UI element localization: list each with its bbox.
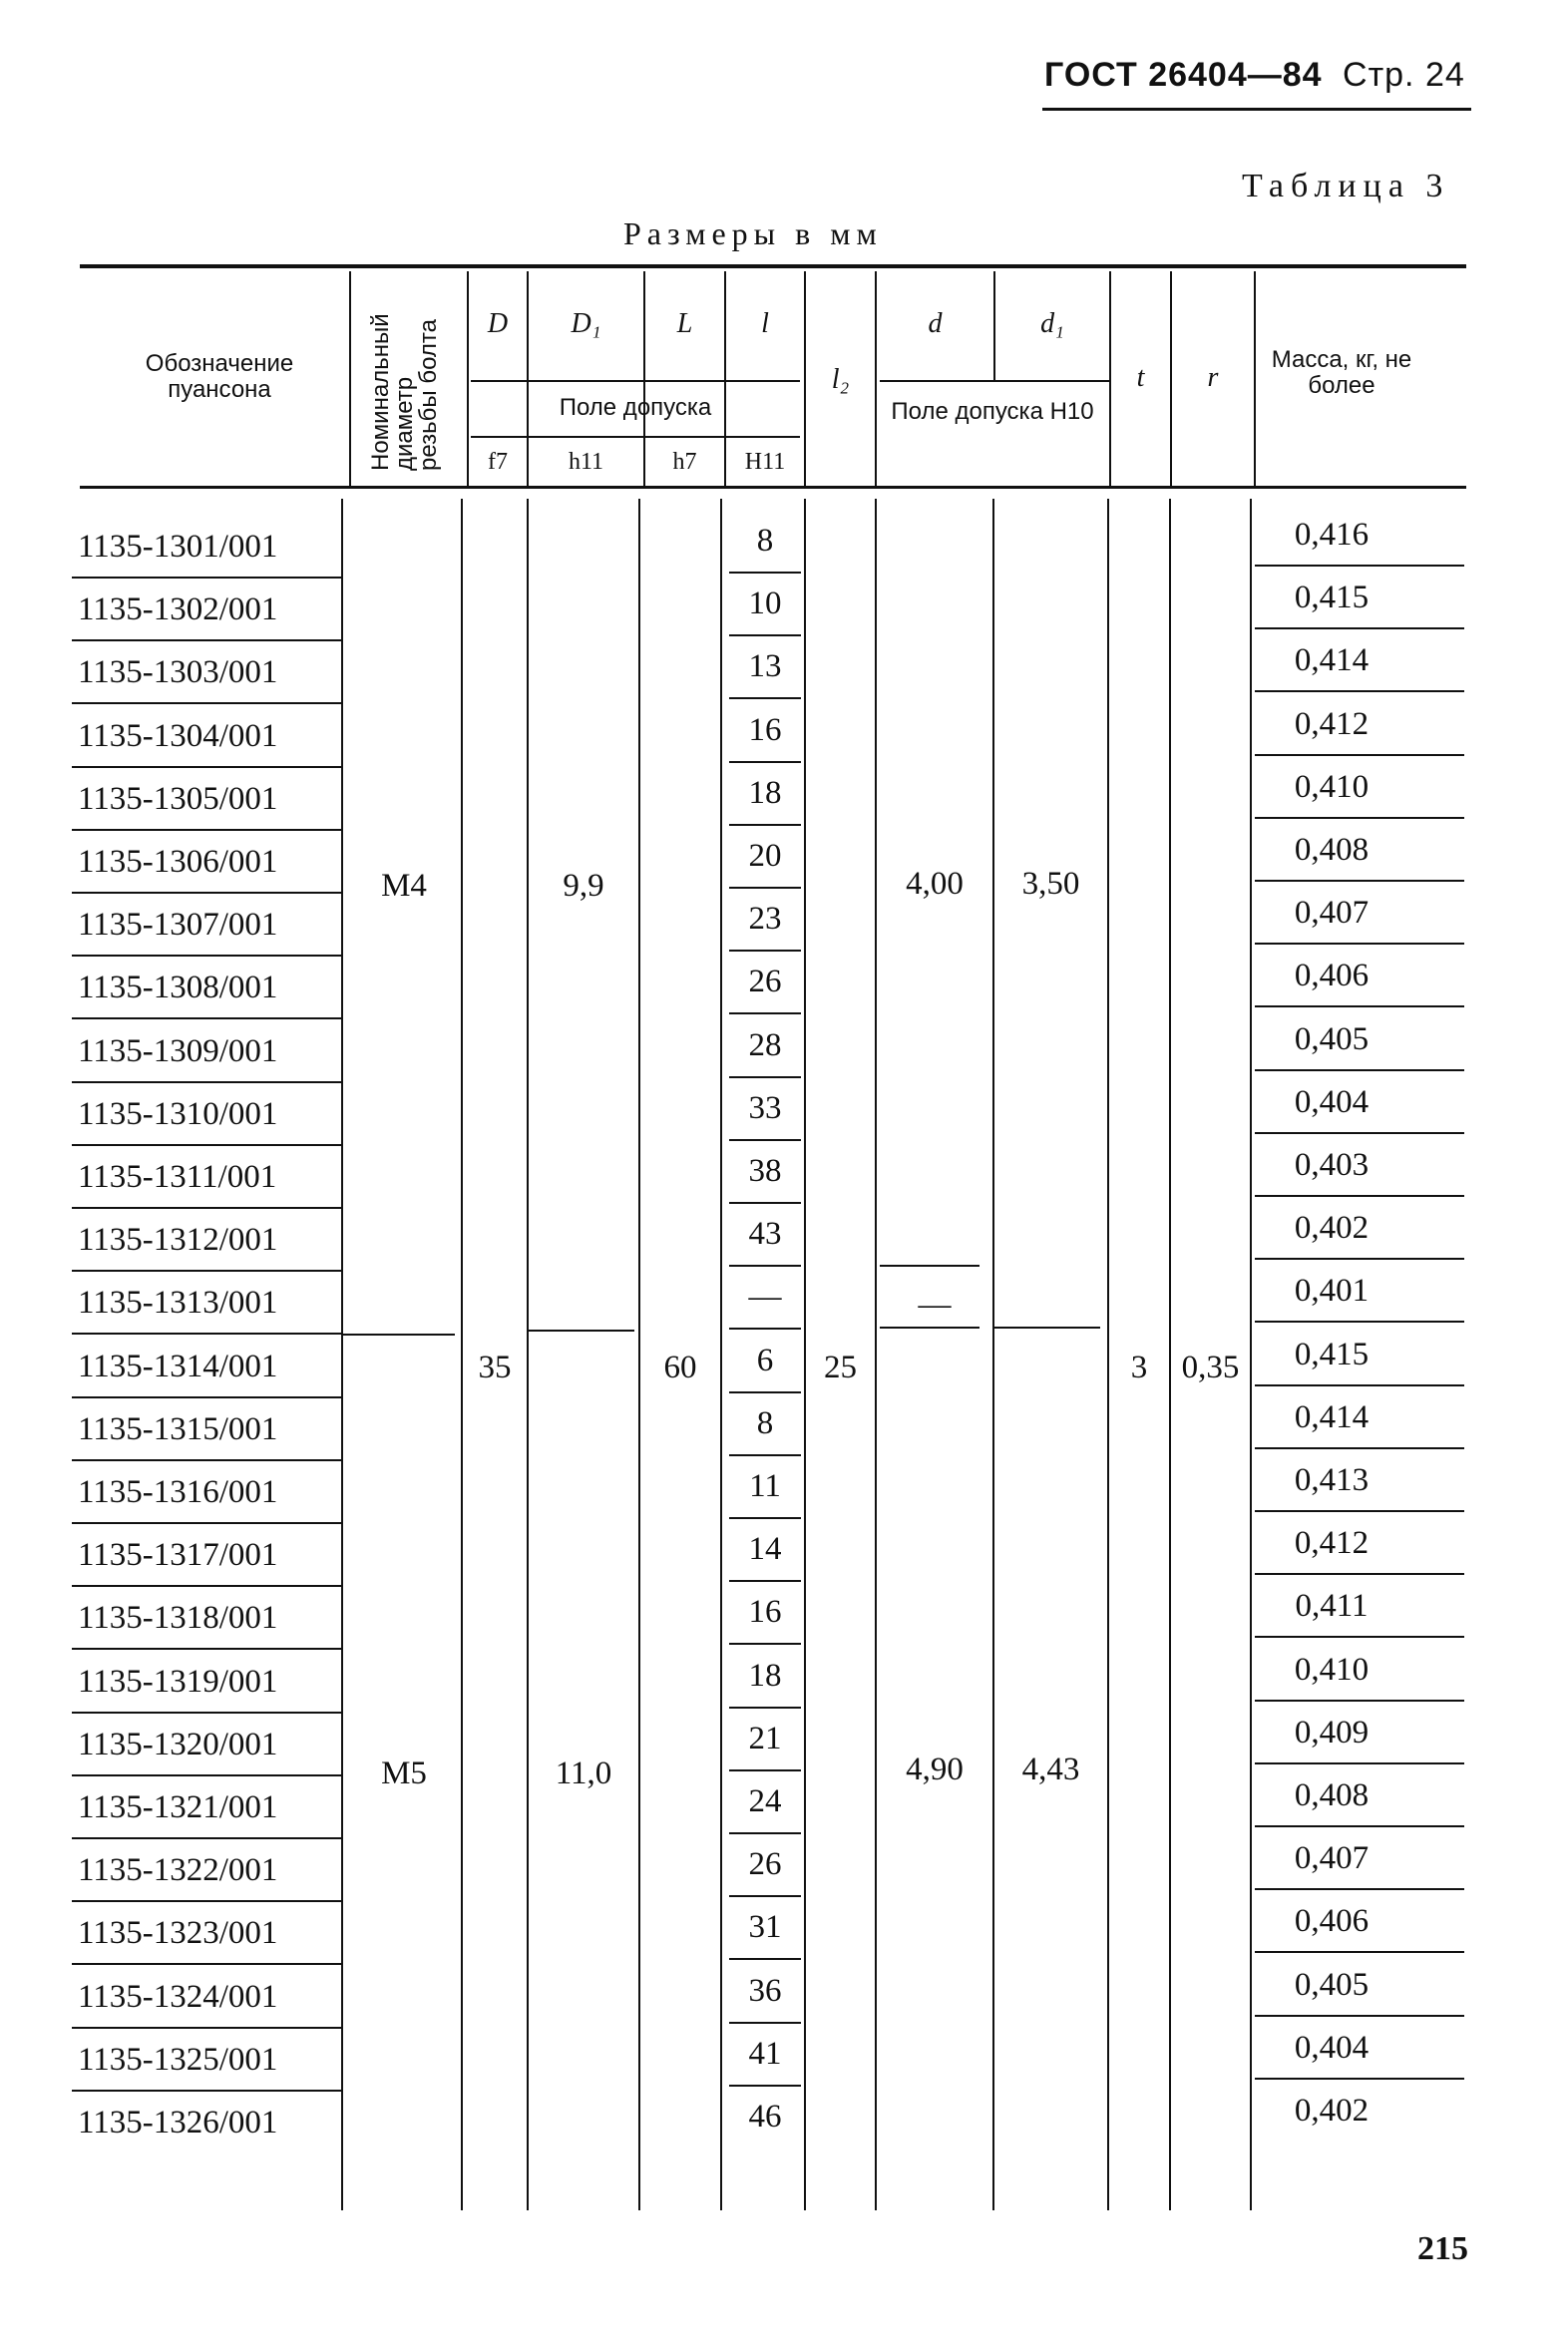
value-l: 43: [748, 1216, 782, 1253]
l-cell-rule: [729, 1707, 801, 1709]
units-caption: Размеры в мм: [623, 215, 883, 251]
mass-cell-rule: [1255, 1762, 1464, 1764]
value-mass: 0,415: [1294, 1336, 1370, 1372]
l-cell-rule: [729, 2085, 801, 2087]
row-rule: [72, 1017, 341, 1019]
row-rule: [72, 1081, 341, 1083]
value-l2: 25: [824, 1350, 857, 1385]
punch-designation: 1135-1320/001: [78, 1726, 278, 1762]
gost-number: ГОСТ 26404—84: [1044, 56, 1323, 94]
l-cell-rule: [729, 950, 801, 952]
header-D: D: [487, 308, 509, 339]
mass-cell-rule: [1255, 1447, 1464, 1449]
mass-cell-rule: [1255, 754, 1464, 756]
body-col-sep-11: [1250, 499, 1252, 2210]
group-sep-thread: [343, 1334, 455, 1336]
punch-designation: 1135-1321/001: [78, 1789, 278, 1825]
group-sep-d-lower: [880, 1327, 980, 1329]
value-mass: 0,405: [1294, 1966, 1370, 2003]
header-l2: l₂: [831, 364, 850, 395]
thread-m4: M4: [381, 868, 427, 904]
value-mass: 0,405: [1294, 1020, 1370, 1057]
punch-designation: 1135-1304/001: [78, 717, 278, 754]
value-mass: 0,414: [1294, 642, 1370, 679]
value-mass: 0,410: [1294, 1651, 1370, 1688]
page-number: 215: [1417, 2230, 1468, 2267]
mass-cell-rule: [1255, 1825, 1464, 1827]
value-mass: 0,404: [1294, 2029, 1370, 2066]
value-mass: 0,410: [1294, 768, 1370, 805]
punch-designation: 1135-1323/001: [78, 1915, 278, 1952]
value-D1-m4: 9,9: [563, 868, 604, 904]
punch-designation: 1135-1301/001: [78, 529, 278, 565]
row-rule: [72, 1774, 341, 1776]
mass-cell-rule: [1255, 627, 1464, 629]
mass-cell-rule: [1255, 1384, 1464, 1386]
l-cell-rule: [729, 1643, 801, 1645]
value-t: 3: [1130, 1350, 1148, 1385]
punch-designation: 1135-1315/001: [78, 1410, 278, 1447]
punch-designation: 1135-1314/001: [78, 1348, 278, 1384]
l-cell-rule: [729, 1265, 801, 1267]
value-l: 41: [748, 2035, 782, 2072]
value-l: 31: [748, 1909, 782, 1946]
col-sep-1: [349, 271, 351, 487]
value-l: 20: [748, 838, 782, 874]
value-mass: 0,409: [1294, 1714, 1370, 1751]
row-rule: [72, 2027, 341, 2029]
body-col-sep-8: [992, 499, 994, 2210]
value-l: 8: [756, 523, 774, 559]
page-reference: Стр. 24: [1343, 56, 1465, 94]
value-mass: 0,406: [1294, 1903, 1370, 1940]
mass-cell-rule: [1255, 1888, 1464, 1890]
value-mass: 0,416: [1294, 517, 1370, 553]
value-l: 6: [756, 1342, 774, 1378]
punch-designation: 1135-1317/001: [78, 1537, 278, 1574]
row-rule: [72, 1963, 341, 1965]
punch-designation: 1135-1325/001: [78, 2041, 278, 2078]
l-cell-rule: [729, 1391, 801, 1393]
row-rule: [72, 1900, 341, 1902]
header-t: t: [1136, 362, 1145, 393]
l-cell-rule: [729, 1769, 801, 1771]
l-cell-rule: [729, 1580, 801, 1582]
punch-designation: 1135-1311/001: [78, 1159, 277, 1195]
row-rule: [72, 702, 341, 704]
punch-designation: 1135-1302/001: [78, 591, 278, 628]
value-mass: 0,406: [1294, 958, 1370, 994]
tol-D: f7: [488, 449, 508, 475]
value-l: 36: [748, 1972, 782, 2009]
l-cell-rule: [729, 697, 801, 699]
punch-designation: 1135-1324/001: [78, 1978, 278, 2015]
header-rule: [1042, 108, 1471, 111]
value-d-m5: 4,90: [906, 1752, 964, 1787]
l-cell-rule: [729, 1328, 801, 1330]
l-cell-rule: [729, 1012, 801, 1014]
document-header: [1044, 56, 1465, 95]
mass-cell-rule: [1255, 2015, 1464, 2017]
mass-cell-rule: [1255, 1195, 1464, 1197]
tol-D1: h11: [568, 449, 604, 475]
punch-designation: 1135-1319/001: [78, 1663, 278, 1700]
header-d1: d₁: [1040, 308, 1064, 339]
l-cell-rule: [729, 1139, 801, 1141]
l-cell-rule: [729, 634, 801, 636]
value-mass: 0,413: [1294, 1462, 1370, 1498]
value-l: 46: [748, 2099, 782, 2135]
col-sep-11: [1254, 271, 1256, 487]
row-rule: [72, 766, 341, 768]
l-cell-rule: [729, 2022, 801, 2024]
table-title: Таблица 3: [1242, 168, 1450, 204]
value-mass: 0,412: [1294, 705, 1370, 742]
l-cell-rule: [729, 1202, 801, 1204]
row-rule: [72, 2090, 341, 2092]
mass-cell-rule: [1255, 1132, 1464, 1134]
punch-designation: 1135-1322/001: [78, 1852, 278, 1889]
punch-designation: 1135-1318/001: [78, 1600, 278, 1637]
tol-L: h7: [672, 449, 697, 475]
l-cell-rule: [729, 824, 801, 826]
value-mass: 0,414: [1294, 1398, 1370, 1435]
value-r: 0,35: [1181, 1350, 1240, 1385]
punch-designation: 1135-1303/001: [78, 654, 278, 691]
mass-cell-rule: [1255, 1005, 1464, 1007]
header-D1: D₁: [571, 308, 601, 339]
value-D1-m5: 11,0: [555, 1755, 612, 1791]
row-rule: [72, 1837, 341, 1839]
mass-cell-rule: [1255, 1069, 1464, 1071]
group-sep-d-upper: [880, 1265, 980, 1267]
l-cell-rule: [729, 1832, 801, 1834]
punch-designation: 1135-1305/001: [78, 780, 278, 817]
mass-cell-rule: [1255, 565, 1464, 567]
l-cell-rule: [729, 1958, 801, 1960]
mass-cell-rule: [1255, 1321, 1464, 1323]
value-mass: 0,411: [1295, 1588, 1369, 1625]
body-col-sep-7: [875, 499, 877, 2210]
row-rule: [72, 1522, 341, 1524]
value-l: 18: [748, 774, 782, 811]
body-col-sep-3: [527, 499, 529, 2210]
mass-cell-rule: [1255, 2078, 1464, 2080]
value-d1-m4: 3,50: [1021, 866, 1080, 902]
header-l: l: [761, 308, 769, 339]
value-mass: 0,401: [1294, 1273, 1370, 1310]
header-thread-line-1: Номинальный: [367, 313, 394, 471]
value-l: —: [748, 1279, 782, 1316]
value-l: 10: [748, 585, 782, 622]
value-l: 16: [748, 1594, 782, 1631]
punch-designation: 1135-1316/001: [78, 1474, 278, 1510]
value-l: 21: [748, 1720, 782, 1756]
value-d1-m5: 4,43: [1021, 1752, 1080, 1787]
body-col-sep-5: [720, 499, 722, 2210]
row-rule: [72, 892, 341, 894]
row-rule: [72, 1712, 341, 1714]
tol-l: H11: [744, 449, 786, 475]
header-mass: Масса, кг, не более: [1271, 346, 1412, 399]
header-bottom-rule: [80, 486, 1466, 489]
mass-cell-rule: [1255, 1573, 1464, 1575]
row-rule: [72, 1459, 341, 1461]
mass-cell-rule: [1255, 1510, 1464, 1512]
mass-cell-rule: [1255, 817, 1464, 819]
group-sep-d1: [994, 1327, 1100, 1329]
mass-cell-rule: [1255, 1636, 1464, 1638]
mass-cell-rule: [1255, 690, 1464, 692]
punch-designation: 1135-1306/001: [78, 844, 278, 880]
row-rule: [72, 1648, 341, 1650]
punch-designation: 1135-1307/001: [78, 907, 278, 944]
value-l: 24: [748, 1783, 782, 1819]
group-sep-D1: [529, 1330, 634, 1332]
header-thread-line-3: резьбы болта: [415, 319, 442, 471]
l-cell-rule: [729, 1517, 801, 1519]
value-l: 26: [748, 1846, 782, 1883]
l-cell-rule: [729, 1454, 801, 1456]
value-mass: 0,408: [1294, 832, 1370, 868]
header-designation: Обозначение пуансона: [145, 350, 294, 403]
punch-designation: 1135-1326/001: [78, 2105, 278, 2141]
punch-designation: 1135-1312/001: [78, 1222, 278, 1259]
value-D: 35: [478, 1350, 512, 1385]
punch-designation: 1135-1313/001: [78, 1285, 278, 1322]
l-cell-rule: [729, 761, 801, 763]
value-l: 26: [748, 964, 782, 1000]
row-rule: [72, 1333, 341, 1335]
body-col-sep-1: [341, 499, 343, 2210]
header-L: L: [676, 308, 693, 339]
l-cell-rule: [729, 887, 801, 889]
header-thread-line-2: диаметр: [391, 376, 418, 471]
value-mass: 0,402: [1294, 2093, 1370, 2129]
row-rule: [72, 577, 341, 579]
value-L: 60: [663, 1350, 697, 1385]
value-l: 33: [748, 1089, 782, 1126]
value-mass: 0,407: [1294, 1840, 1370, 1877]
col-sep-7: [875, 271, 877, 487]
value-l: 11: [749, 1468, 781, 1504]
value-l: 28: [748, 1026, 782, 1063]
value-d-dash: —: [918, 1287, 952, 1323]
table-top-rule: [80, 264, 1466, 268]
header-d: d: [928, 308, 943, 339]
header-subrule-3: [880, 380, 1111, 382]
value-l: 8: [756, 1404, 774, 1441]
header-subrule-1: [471, 380, 800, 382]
value-d-m4: 4,00: [906, 866, 964, 902]
punch-designation: 1135-1308/001: [78, 970, 278, 1006]
value-l: 38: [748, 1153, 782, 1189]
row-rule: [72, 1270, 341, 1272]
thread-m5: M5: [381, 1755, 427, 1791]
value-mass: 0,402: [1294, 1210, 1370, 1247]
l-cell-rule: [729, 572, 801, 574]
mass-cell-rule: [1255, 1700, 1464, 1702]
punch-designation: 1135-1309/001: [78, 1032, 278, 1069]
header-thread-diameter: [369, 271, 479, 471]
header-r: r: [1207, 362, 1219, 393]
punch-designation: 1135-1310/001: [78, 1095, 278, 1132]
mass-cell-rule: [1255, 1951, 1464, 1953]
header-tolerance-field-h10: Поле допуска Н10: [891, 398, 1094, 425]
l-cell-rule: [729, 1076, 801, 1078]
mass-cell-rule: [1255, 943, 1464, 945]
value-l: 16: [748, 711, 782, 748]
value-mass: 0,403: [1294, 1147, 1370, 1183]
row-rule: [72, 1207, 341, 1209]
value-mass: 0,412: [1294, 1525, 1370, 1562]
row-rule: [72, 1144, 341, 1146]
row-rule: [72, 639, 341, 641]
value-mass: 0,415: [1294, 580, 1370, 616]
row-rule: [72, 955, 341, 957]
row-rule: [72, 1396, 341, 1398]
value-l: 13: [748, 648, 782, 685]
value-mass: 0,407: [1294, 895, 1370, 932]
value-l: 23: [748, 901, 782, 938]
value-mass: 0,408: [1294, 1777, 1370, 1813]
mass-cell-rule: [1255, 880, 1464, 882]
row-rule: [72, 829, 341, 831]
value-l: 14: [748, 1531, 782, 1568]
header-subrule-2: [471, 436, 800, 438]
value-mass: 0,404: [1294, 1083, 1370, 1120]
row-rule: [72, 1585, 341, 1587]
value-l: 18: [748, 1657, 782, 1694]
header-tolerance-field: Поле допуска: [559, 394, 712, 421]
l-cell-rule: [729, 1895, 801, 1897]
mass-cell-rule: [1255, 1258, 1464, 1260]
